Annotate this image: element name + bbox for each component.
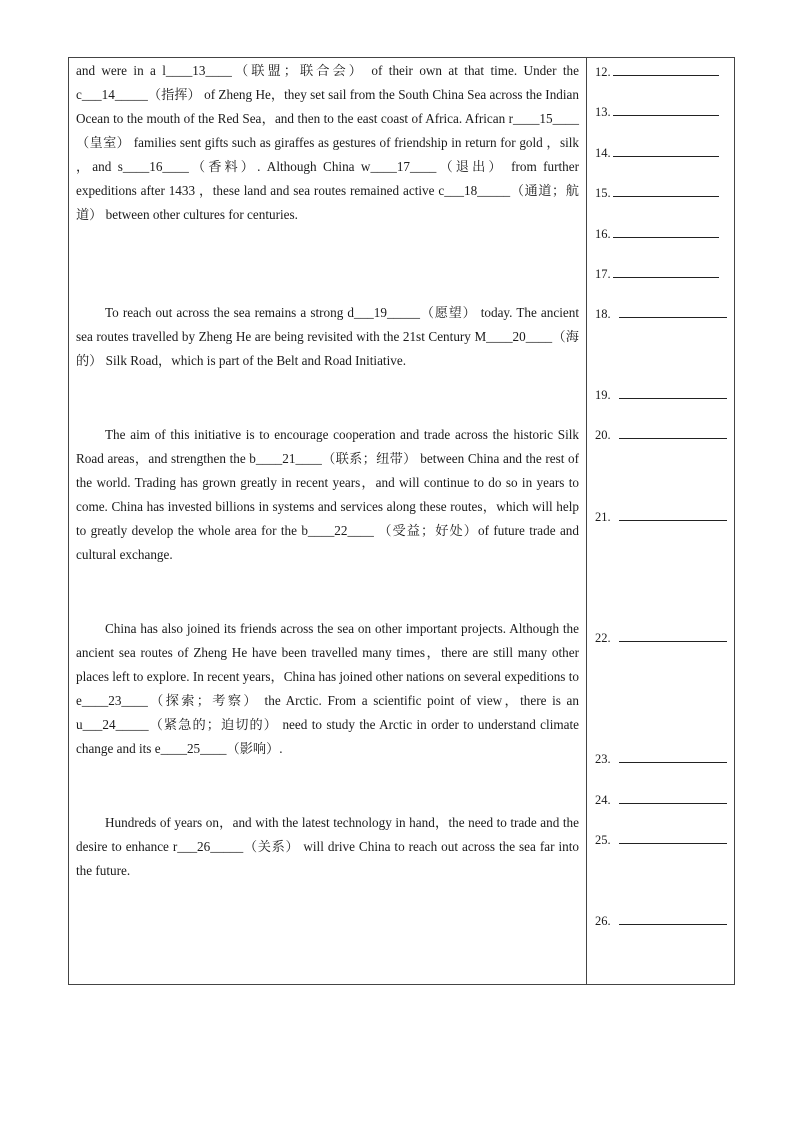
answer-label: 19. [595, 388, 611, 402]
answer-label: 25. [595, 833, 611, 847]
answer-line[interactable] [613, 236, 719, 238]
answer-line[interactable] [613, 74, 719, 76]
answer-label: 26. [595, 914, 611, 928]
passage-paragraph-2: To reach out across the sea remains a strong d___19_____（愿望） today. The ancient sea routes travelled by Zheng He are being revisited with the 21st Century M____20____（海的） Silk Road，which is part of the Belt and Road Initiative. [76, 305, 579, 368]
answer-label: 13. [595, 105, 611, 119]
answer-line[interactable] [619, 519, 727, 521]
answer-label: 22. [595, 631, 611, 645]
answer-blank-16[interactable] [595, 226, 719, 242]
answer-blank-13[interactable] [595, 104, 719, 120]
column-divider [586, 58, 587, 984]
answer-label: 23. [595, 752, 611, 766]
answer-blank-26[interactable] [595, 913, 727, 929]
answer-blank-19[interactable] [595, 387, 727, 403]
answer-label: 12. [595, 65, 611, 79]
passage-paragraph-5: Hundreds of years on，and with the latest technology in hand，the need to trade and the desire to enhance r___26_____（关系） will drive China to reach out across the sea far into the future. [76, 815, 579, 878]
answer-line[interactable] [619, 923, 727, 925]
answer-blank-12[interactable] [595, 64, 719, 80]
answer-line[interactable] [613, 276, 719, 278]
answer-line[interactable] [619, 397, 727, 399]
answer-label: 21. [595, 510, 611, 524]
answer-blank-17[interactable] [595, 266, 719, 282]
answer-label: 17. [595, 267, 611, 281]
answer-blank-23[interactable] [595, 751, 727, 767]
answer-line[interactable] [619, 802, 727, 804]
answer-label: 15. [595, 186, 611, 200]
answer-label: 20. [595, 428, 611, 442]
answer-label: 16. [595, 227, 611, 241]
answer-line[interactable] [613, 114, 719, 116]
answer-line[interactable] [619, 842, 727, 844]
answer-line[interactable] [619, 640, 727, 642]
answer-line[interactable] [619, 437, 727, 439]
answer-blank-15[interactable] [595, 185, 719, 201]
answer-label: 18. [595, 307, 611, 321]
answer-label: 14. [595, 146, 611, 160]
passage-paragraph-1: and were in a l____13____（联盟；联合会） of their own at that time. Under the c___14_____（指挥） of Zheng He，they set sail from the South China Sea across the Indian Ocean to the mouth of the Red Sea，and then to the east coast of Africa. African r____15____（皇室） families sent gifts such as giraffes as gestures of friendship in return for gold ，silk ，and s____16____（香料）. Although China w____17____（退出） from further expeditions after 1433 ，these land and sea routes remained active c___18_____（通道；航道） between other cultures for centuries. [76, 63, 579, 222]
answer-line[interactable] [613, 155, 719, 157]
answer-blank-18[interactable] [595, 306, 727, 322]
answer-label: 24. [595, 793, 611, 807]
answer-blank-24[interactable] [595, 792, 727, 808]
answer-line[interactable] [613, 195, 719, 197]
passage-paragraph-4: China has also joined its friends across the sea on other important projects. Although the ancient sea routes of Zheng He have been travelled many times，there are still many other places left to explore. In recent years，China has joined other nations on several expeditions to e____23____（探索；考察） the Arctic. From a scientific point of view，there is an u___24_____（紧急的；迫切的） need to study the Arctic in order to understand climate change and its e____25____（影响）. [76, 621, 579, 756]
worksheet-table [68, 57, 735, 985]
answer-line[interactable] [619, 316, 727, 318]
answer-blank-22[interactable] [595, 630, 727, 646]
answer-blank-14[interactable] [595, 145, 719, 161]
passage-paragraph-3: The aim of this initiative is to encourage cooperation and trade across the historic Silk Road areas，and strengthen the b____21____（联系；纽带） between China and the rest of the world. Trading has grown greatly in recent years，and will continue to do so in years to come. China has invested billions in systems and services along these routes，which will help to greatly develop the whole area for the b____22____ （受益；好处）of future trade and cultural exchange. [76, 427, 579, 562]
answer-blank-20[interactable] [595, 427, 727, 443]
answer-blank-25[interactable] [595, 832, 727, 848]
answer-blank-21[interactable] [595, 509, 727, 525]
answer-line[interactable] [619, 761, 727, 763]
